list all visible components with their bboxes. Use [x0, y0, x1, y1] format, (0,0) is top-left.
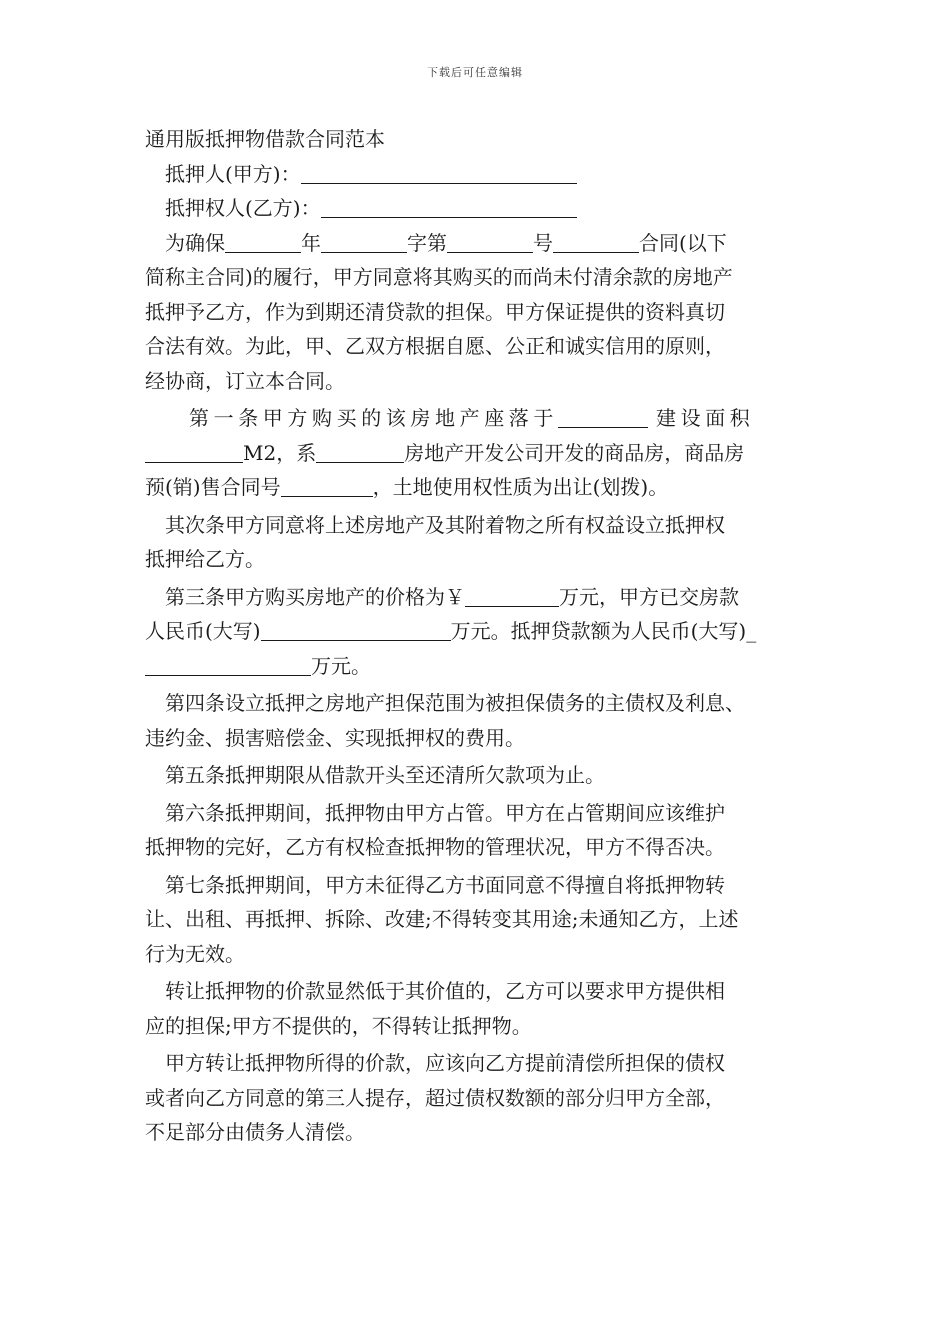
article-1-text: 第一条甲方购买的该房地产座落于: [189, 406, 558, 430]
article-3-text: 万元，甲方已交房款: [559, 584, 739, 609]
article-7-line-1: 第七条抵押期间，甲方未征得乙方书面同意不得擅自将抵押物转: [165, 872, 725, 897]
document-title: 通用版抵押物借款合同范本: [145, 127, 385, 151]
party-b-label: 抵押权人(乙方)：: [165, 196, 321, 220]
article-1-text: 房地产开发公司开发的商品房，商品房: [404, 440, 745, 465]
intro-line-5: 经协商，订立本合同。: [145, 368, 345, 393]
article-1-text: ，土地使用权性质为出让(划拨)。: [372, 475, 669, 499]
intro-text: 为确保: [165, 230, 225, 255]
article-1-text: M2，系: [243, 440, 317, 465]
intro-line-1: [145, 226, 810, 261]
blank: [558, 407, 648, 428]
party-a-blank: [301, 163, 577, 184]
transfer-para-1-line-1: 转让抵押物的价款显然低于其价值的，乙方可以要求甲方提供相: [165, 979, 725, 1003]
intro-text: 年: [301, 230, 321, 255]
page-header: 下载后可任意编辑: [427, 66, 523, 79]
article-3-line-1: [145, 580, 810, 615]
transfer-para-1-line-2: 应的担保;甲方不提供的，不得转让抵押物。: [145, 1013, 532, 1038]
transfer-para-2-line-1: 甲方转让抵押物所得的价款，应该向乙方提前清偿所担保的债权: [165, 1051, 725, 1075]
intro-line-4: 合法有效。为此，甲、乙双方根据自愿、公正和诚实信用的原则，: [145, 334, 725, 358]
blank: [225, 232, 301, 253]
party-a-label: 抵押人(甲方)：: [165, 161, 301, 186]
party-b-line: [145, 191, 810, 226]
blank: [145, 655, 311, 676]
document-body: [145, 122, 810, 1150]
article-2-line-2: 抵押给乙方。: [145, 547, 265, 571]
article-1-line-1: [145, 401, 810, 436]
article-1-text: 建设面积: [656, 406, 755, 430]
article-3-line-2: [145, 614, 810, 649]
article-1-line-3: [145, 470, 810, 505]
blank: [145, 442, 243, 463]
article-3-text: 万元。抵押贷款额为人民币(大写)_: [450, 619, 757, 643]
article-1-text: 预(销)售合同号: [145, 475, 281, 499]
party-b-blank: [321, 197, 577, 218]
article-3-text: 第三条甲方购买房地产的价格为￥: [165, 584, 465, 609]
article-1-line-2: [145, 436, 810, 471]
article-4-line-1: 第四条设立抵押之房地产担保范围为被担保债务的主债权及利息、: [165, 691, 745, 715]
article-6-line-1: 第六条抵押期间，抵押物由甲方占管。甲方在占管期间应该维护: [165, 800, 725, 825]
intro-text: 字第: [407, 230, 447, 255]
article-2-line-1: 其次条甲方同意将上述房地产及其附着物之所有权益设立抵押权: [165, 512, 725, 537]
intro-line-3: 抵押予乙方，作为到期还清贷款的担保。甲方保证提供的资料真切: [145, 299, 725, 324]
blank: [321, 232, 407, 253]
article-3-text: 万元。: [311, 653, 371, 678]
blank: [447, 232, 533, 253]
article-3-text: 人民币(大写): [145, 619, 261, 643]
intro-line-2: 简称主合同)的履行，甲方同意将其购买的而尚未付清余款的房地产: [145, 265, 733, 289]
article-7-line-3: 行为无效。: [145, 941, 245, 966]
article-4-line-2: 违约金、损害赔偿金、实现抵押权的费用。: [145, 725, 525, 750]
transfer-para-2-line-2: 或者向乙方同意的第三人提存，超过债权数额的部分归甲方全部，: [145, 1085, 725, 1110]
blank: [553, 232, 639, 253]
blank: [261, 620, 451, 641]
blank: [465, 586, 559, 607]
party-a-line: [145, 157, 810, 192]
article-5-line-1: 第五条抵押期限从借款开头至还清所欠款项为止。: [165, 763, 605, 787]
article-3-line-3: [145, 649, 810, 684]
article-7-line-2: 让、出租、再抵押、拆除、改建;不得转变其用途;未通知乙方，上述: [145, 907, 739, 931]
intro-text: 合同(以下: [639, 230, 727, 255]
intro-text: 号: [533, 230, 553, 255]
blank: [316, 442, 404, 463]
blank: [281, 476, 373, 497]
article-6-line-2: 抵押物的完好，乙方有权检查抵押物的管理状况，甲方不得否决。: [145, 835, 725, 859]
transfer-para-2-line-3: 不足部分由债务人清偿。: [145, 1120, 365, 1144]
